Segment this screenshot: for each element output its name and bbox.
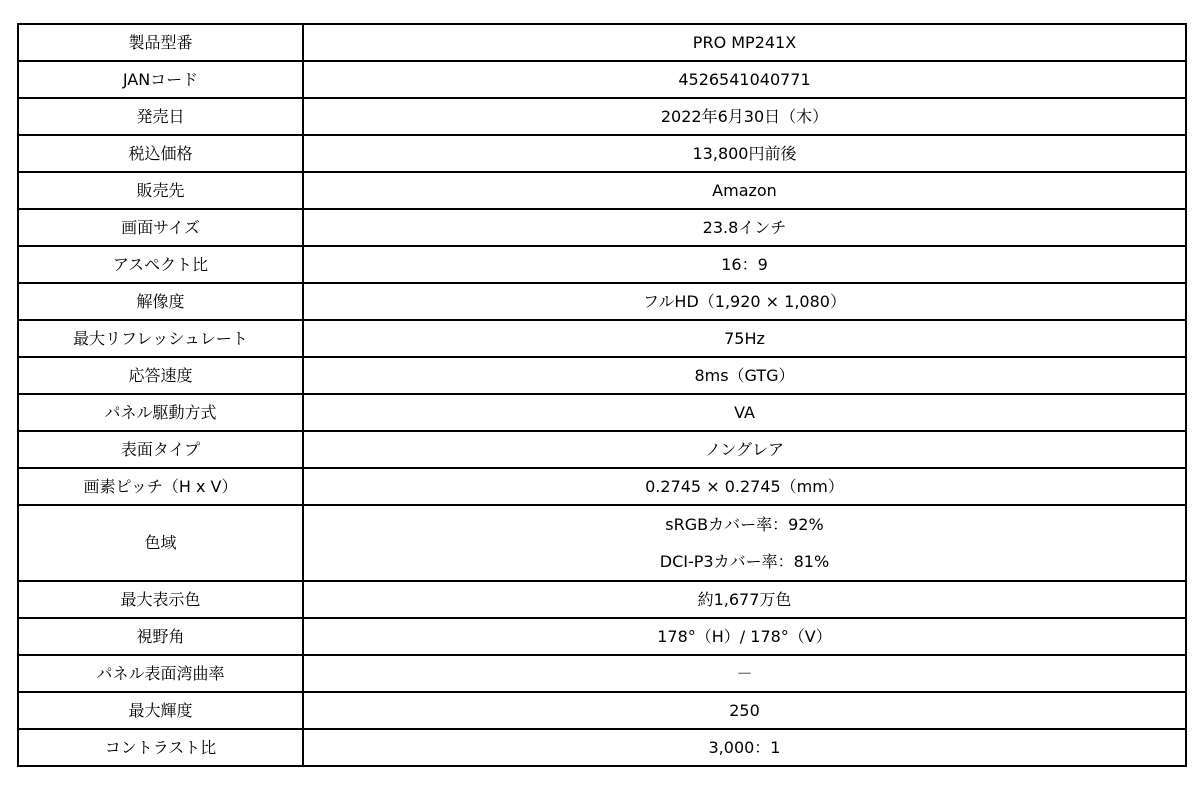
spec-label: 視野角 [18, 618, 303, 655]
table-row [18, 172, 1186, 209]
spec-label: 最大リフレッシュレート [18, 320, 303, 357]
table-row [18, 729, 1186, 766]
table-row [18, 581, 1186, 618]
spec-value: 178°（H）/ 178°（V） [303, 618, 1186, 655]
spec-value-line: DCI-P3カバー率：81% [659, 552, 830, 571]
spec-label: 発売日 [18, 98, 303, 135]
spec-value: 0.2745 × 0.2745（mm） [303, 468, 1186, 505]
spec-value: 250 [303, 692, 1186, 729]
spec-value: 75Hz [303, 320, 1186, 357]
spec-label: 表面タイプ [18, 431, 303, 468]
table-row [18, 283, 1186, 320]
spec-value: 16：9 [303, 246, 1186, 283]
spec-label: JANコード [18, 61, 303, 98]
spec-value-line: sRGBカバー率：92% [665, 515, 824, 534]
spec-value: 4526541040771 [303, 61, 1186, 98]
spec-value: ノングレア [303, 431, 1186, 468]
spec-value: 2022年6月30日（木） [303, 98, 1186, 135]
table-row [18, 357, 1186, 394]
table-row [18, 655, 1186, 692]
table-row [18, 61, 1186, 98]
table-row [18, 246, 1186, 283]
table-row [18, 468, 1186, 505]
spec-value: 8ms（GTG） [303, 357, 1186, 394]
spec-value: 23.8インチ [303, 209, 1186, 246]
spec-value: フルHD（1,920 × 1,080） [303, 283, 1186, 320]
spec-label: アスペクト比 [18, 246, 303, 283]
spec-label: 最大輝度 [18, 692, 303, 729]
spec-value [303, 505, 1186, 581]
spec-label: パネル駆動方式 [18, 394, 303, 431]
spec-label: 応答速度 [18, 357, 303, 394]
spec-label: 最大表示色 [18, 581, 303, 618]
spec-value: VA [303, 394, 1186, 431]
table-row [18, 394, 1186, 431]
spec-table [17, 23, 1187, 767]
spec-label: パネル表面湾曲率 [18, 655, 303, 692]
table-row [18, 505, 1186, 581]
table-row [18, 24, 1186, 61]
table-row [18, 135, 1186, 172]
table-row [18, 320, 1186, 357]
spec-value: 3,000：1 [303, 729, 1186, 766]
table-row [18, 618, 1186, 655]
spec-value: PRO MP241X [303, 24, 1186, 61]
spec-value: 約1,677万色 [303, 581, 1186, 618]
spec-value: Amazon [303, 172, 1186, 209]
spec-label: 税込価格 [18, 135, 303, 172]
spec-label: 画面サイズ [18, 209, 303, 246]
spec-value: 13,800円前後 [303, 135, 1186, 172]
spec-label: 販売先 [18, 172, 303, 209]
table-row [18, 98, 1186, 135]
table-row [18, 692, 1186, 729]
spec-label: コントラスト比 [18, 729, 303, 766]
table-row [18, 209, 1186, 246]
table-row [18, 431, 1186, 468]
spec-label: 解像度 [18, 283, 303, 320]
spec-label: 画素ピッチ（H x V） [18, 468, 303, 505]
spec-label: 製品型番 [18, 24, 303, 61]
spec-label: 色域 [18, 505, 303, 581]
spec-value: － [303, 655, 1186, 692]
